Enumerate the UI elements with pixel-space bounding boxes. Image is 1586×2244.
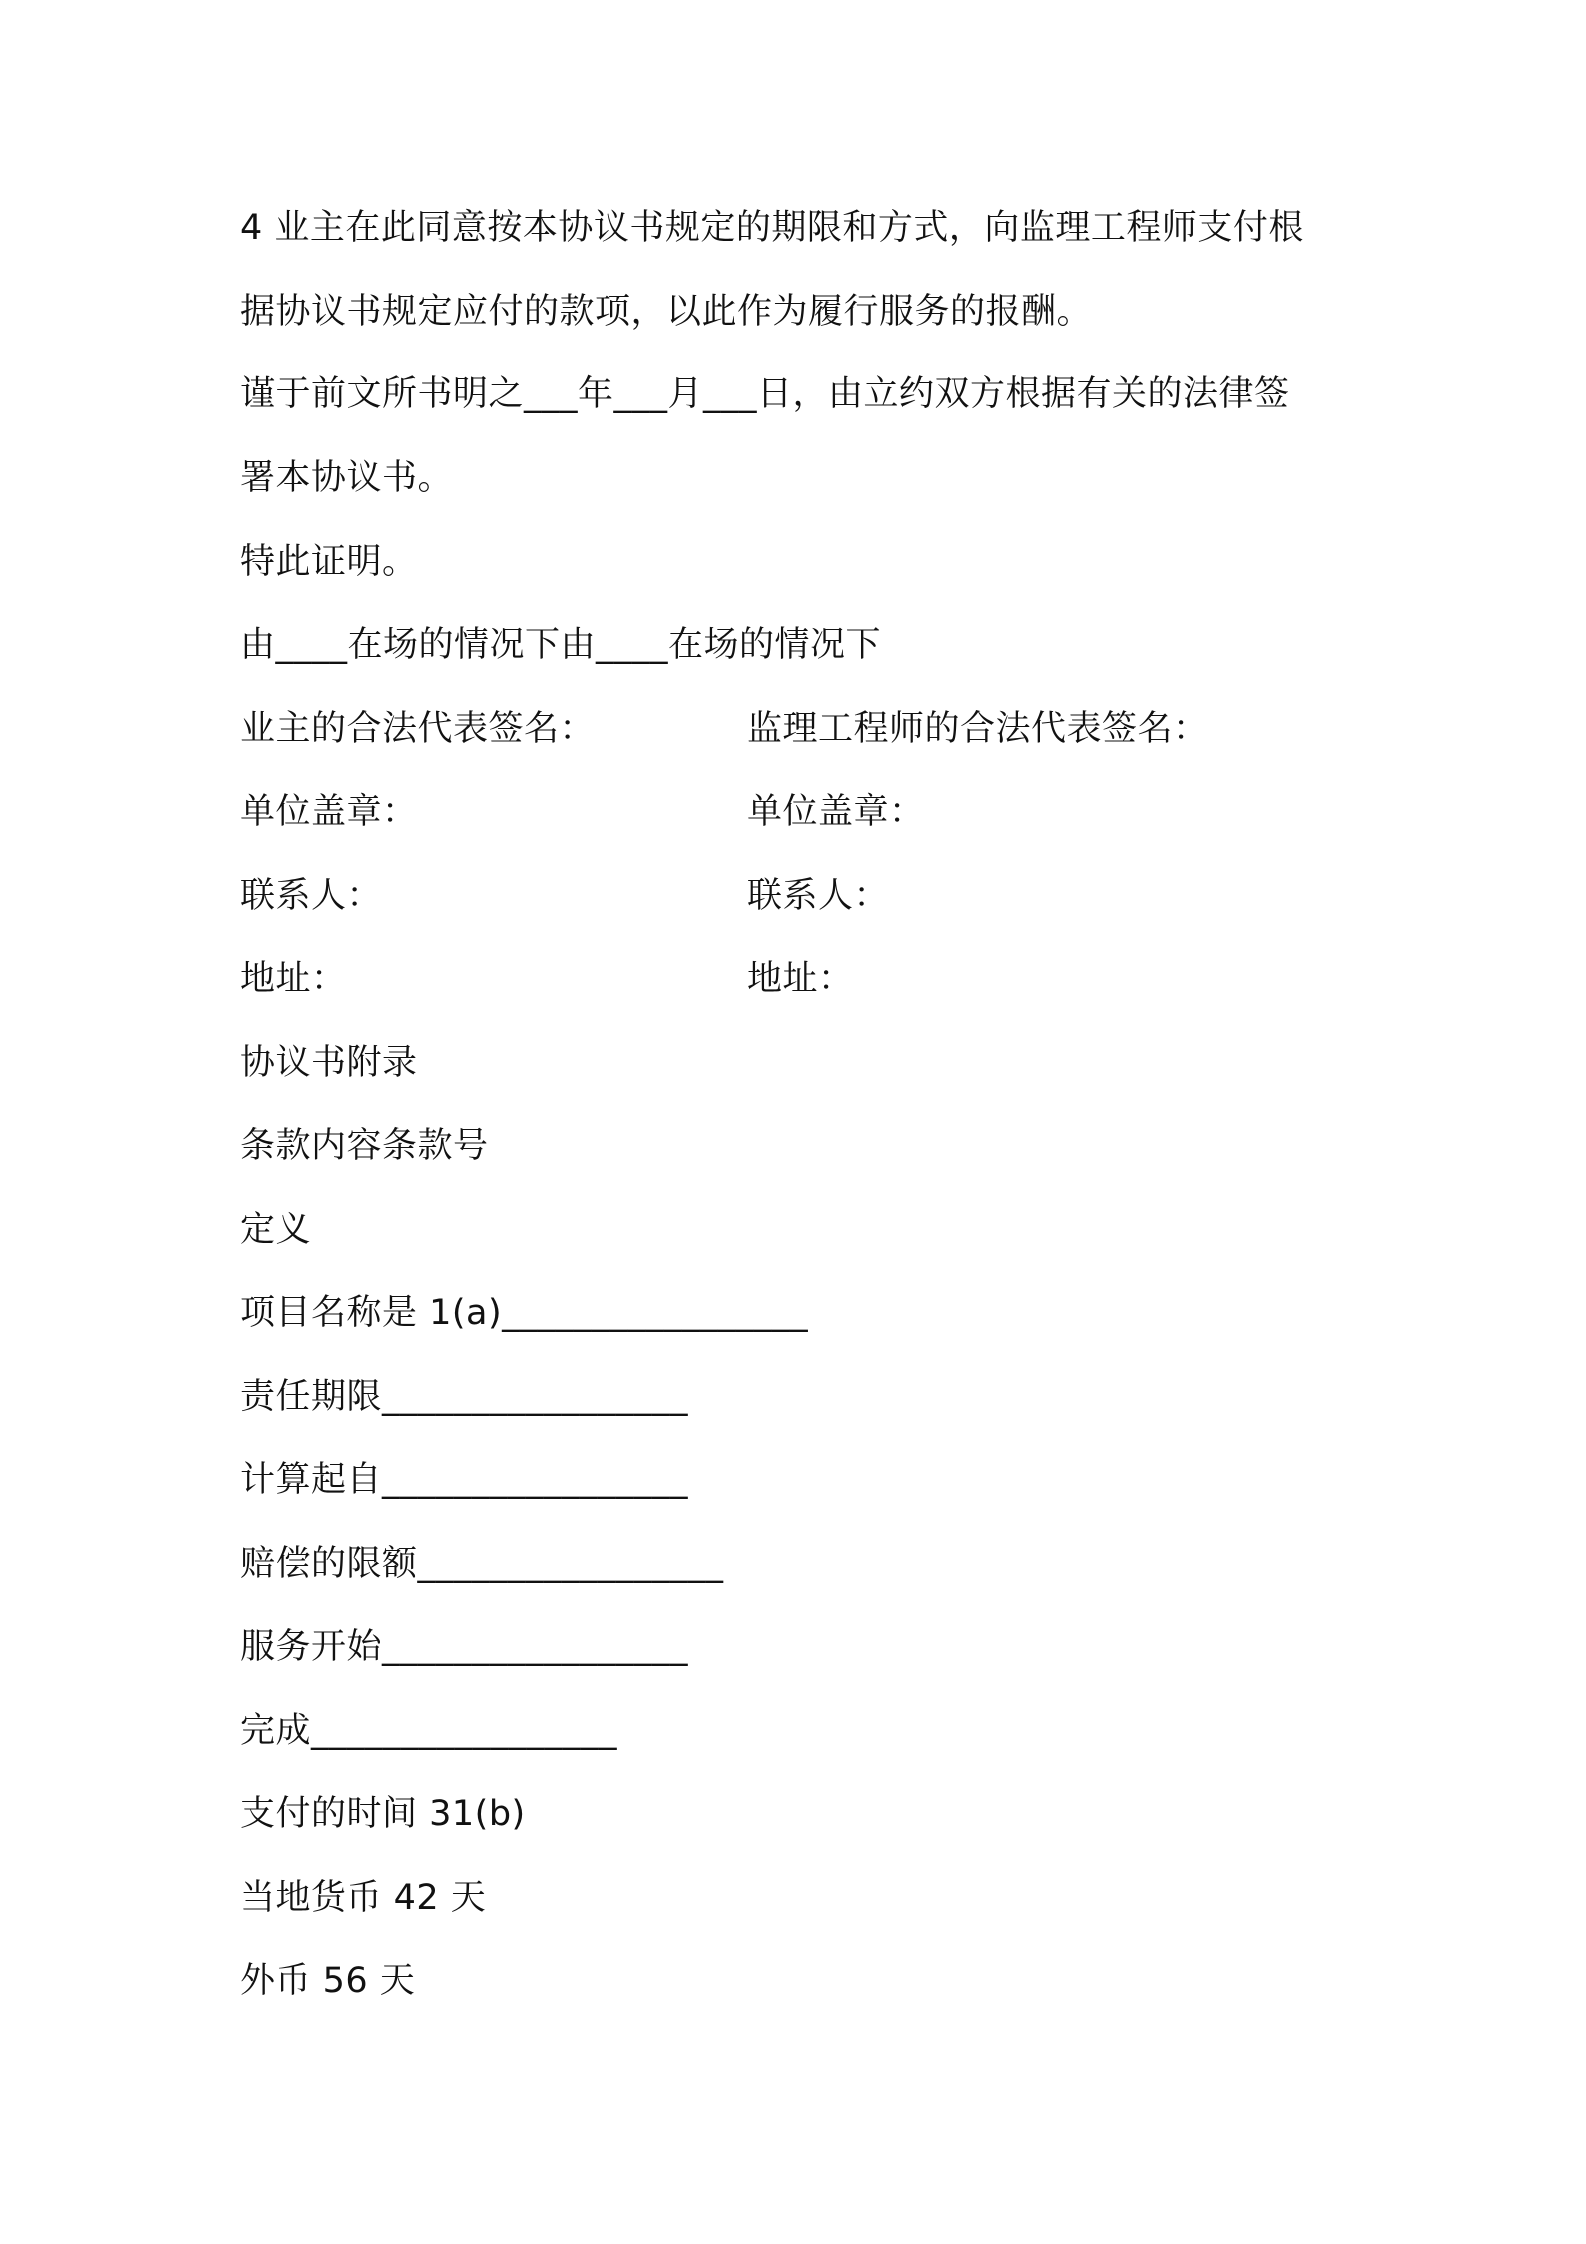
owner-signature-label: 业主的合法代表签名：	[240, 709, 596, 749]
engineer-seal-label: 单位盖章：	[747, 792, 925, 832]
appendix-title: 协议书附录	[240, 1043, 418, 1083]
engineer-address-label: 地址：	[747, 959, 854, 999]
engineer-contact-label: 联系人：	[747, 876, 890, 916]
compensation-limit-field: 赔偿的限额_________________	[240, 1544, 724, 1584]
project-name-field: 项目名称是 1(a)_________________	[240, 1293, 809, 1333]
liability-period-field: 责任期限_________________	[240, 1377, 689, 1417]
local-currency-text: 当地货币 42 天	[240, 1878, 487, 1918]
completion-field: 完成_________________	[240, 1711, 618, 1751]
certify-text: 特此证明。	[240, 542, 418, 582]
owner-address-label: 地址：	[240, 959, 347, 999]
engineer-signature-label: 监理工程师的合法代表签名：	[747, 709, 1209, 749]
owner-contact-label: 联系人：	[240, 876, 383, 916]
presence-text: 由____在场的情况下由____在场的情况下	[240, 625, 882, 665]
calculated-from-field: 计算起自_________________	[240, 1460, 689, 1500]
definition-heading: 定义	[240, 1210, 312, 1250]
owner-seal-label: 单位盖章：	[240, 792, 418, 832]
witness-line-1: 谨于前文所书明之___年___月___日，由立约双方根据有关的法律签	[240, 374, 1290, 414]
clause-4-line-2: 据协议书规定应付的款项，以此作为履行服务的报酬。	[240, 292, 1093, 332]
appendix-header: 条款内容条款号	[240, 1126, 489, 1166]
witness-line-2: 署本协议书。	[240, 458, 454, 498]
foreign-currency-text: 外币 56 天	[240, 1961, 416, 2001]
payment-time-text: 支付的时间 31(b)	[240, 1794, 526, 1834]
service-start-field: 服务开始_________________	[240, 1627, 689, 1667]
clause-4-line-1: 4 业主在此同意按本协议书规定的期限和方式，向监理工程师支付根	[240, 208, 1304, 248]
